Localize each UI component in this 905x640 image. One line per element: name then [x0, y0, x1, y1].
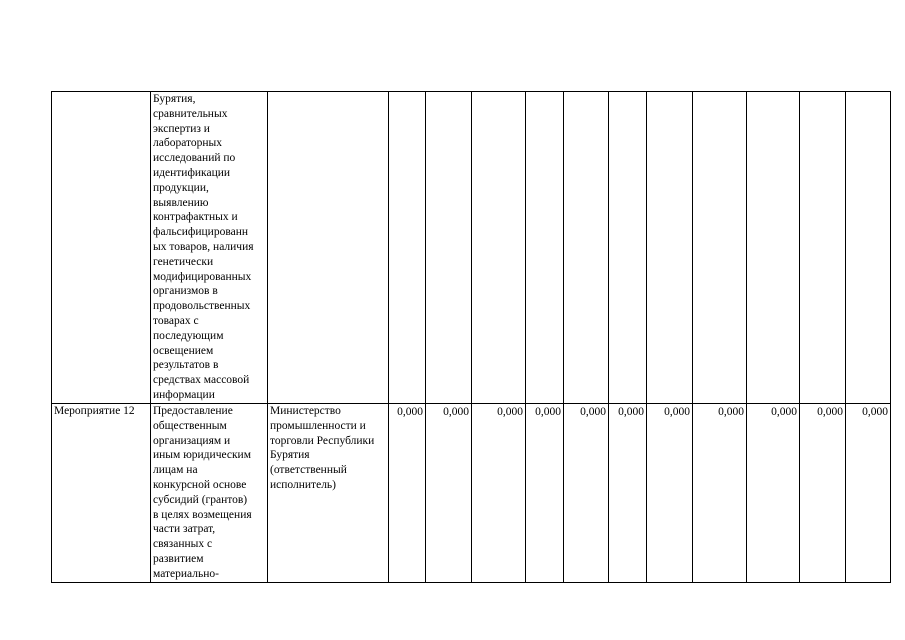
value-cell: 0,000	[609, 404, 647, 583]
value-cell	[800, 92, 846, 404]
table-row	[52, 404, 891, 583]
value-cell: 0,000	[747, 404, 800, 583]
value-cell	[846, 92, 891, 404]
activity-description-cell: Бурятия, сравнительных экспертиз и лабораторных исследований по идентификации продукции, выявлению контрафактных и фальсифицированн ых товаров, наличия генетически модифицированных организмов в продовольственных товарах с последующим освещением результатов в средствах массовой информации	[151, 92, 268, 404]
program-table	[51, 91, 891, 583]
value-cell: 0,000	[526, 404, 564, 583]
value-cell: 0,000	[693, 404, 747, 583]
value-cell	[526, 92, 564, 404]
value-cell: 0,000	[472, 404, 526, 583]
value-cell	[389, 92, 426, 404]
value-cell	[564, 92, 609, 404]
table-row	[52, 92, 891, 404]
value-cell	[693, 92, 747, 404]
value-cell: 0,000	[389, 404, 426, 583]
activity-label-cell	[52, 92, 151, 404]
value-cell: 0,000	[426, 404, 472, 583]
value-cell	[647, 92, 693, 404]
value-cell: 0,000	[564, 404, 609, 583]
activity-label-cell: Мероприятие 12	[52, 404, 151, 583]
value-cell	[747, 92, 800, 404]
value-cell: 0,000	[800, 404, 846, 583]
value-cell	[472, 92, 526, 404]
value-cell: 0,000	[647, 404, 693, 583]
value-cell: 0,000	[846, 404, 891, 583]
executor-cell: Министерство промышленности и торговли Республики Бурятия (ответственный исполнитель)	[268, 404, 389, 583]
executor-cell	[268, 92, 389, 404]
value-cell	[426, 92, 472, 404]
activity-description-cell: Предоставление общественным организациям и иным юридическим лицам на конкурсной основе субсидий (грантов) в целях возмещения части затрат, связанных с развитием материально-	[151, 404, 268, 583]
value-cell	[609, 92, 647, 404]
